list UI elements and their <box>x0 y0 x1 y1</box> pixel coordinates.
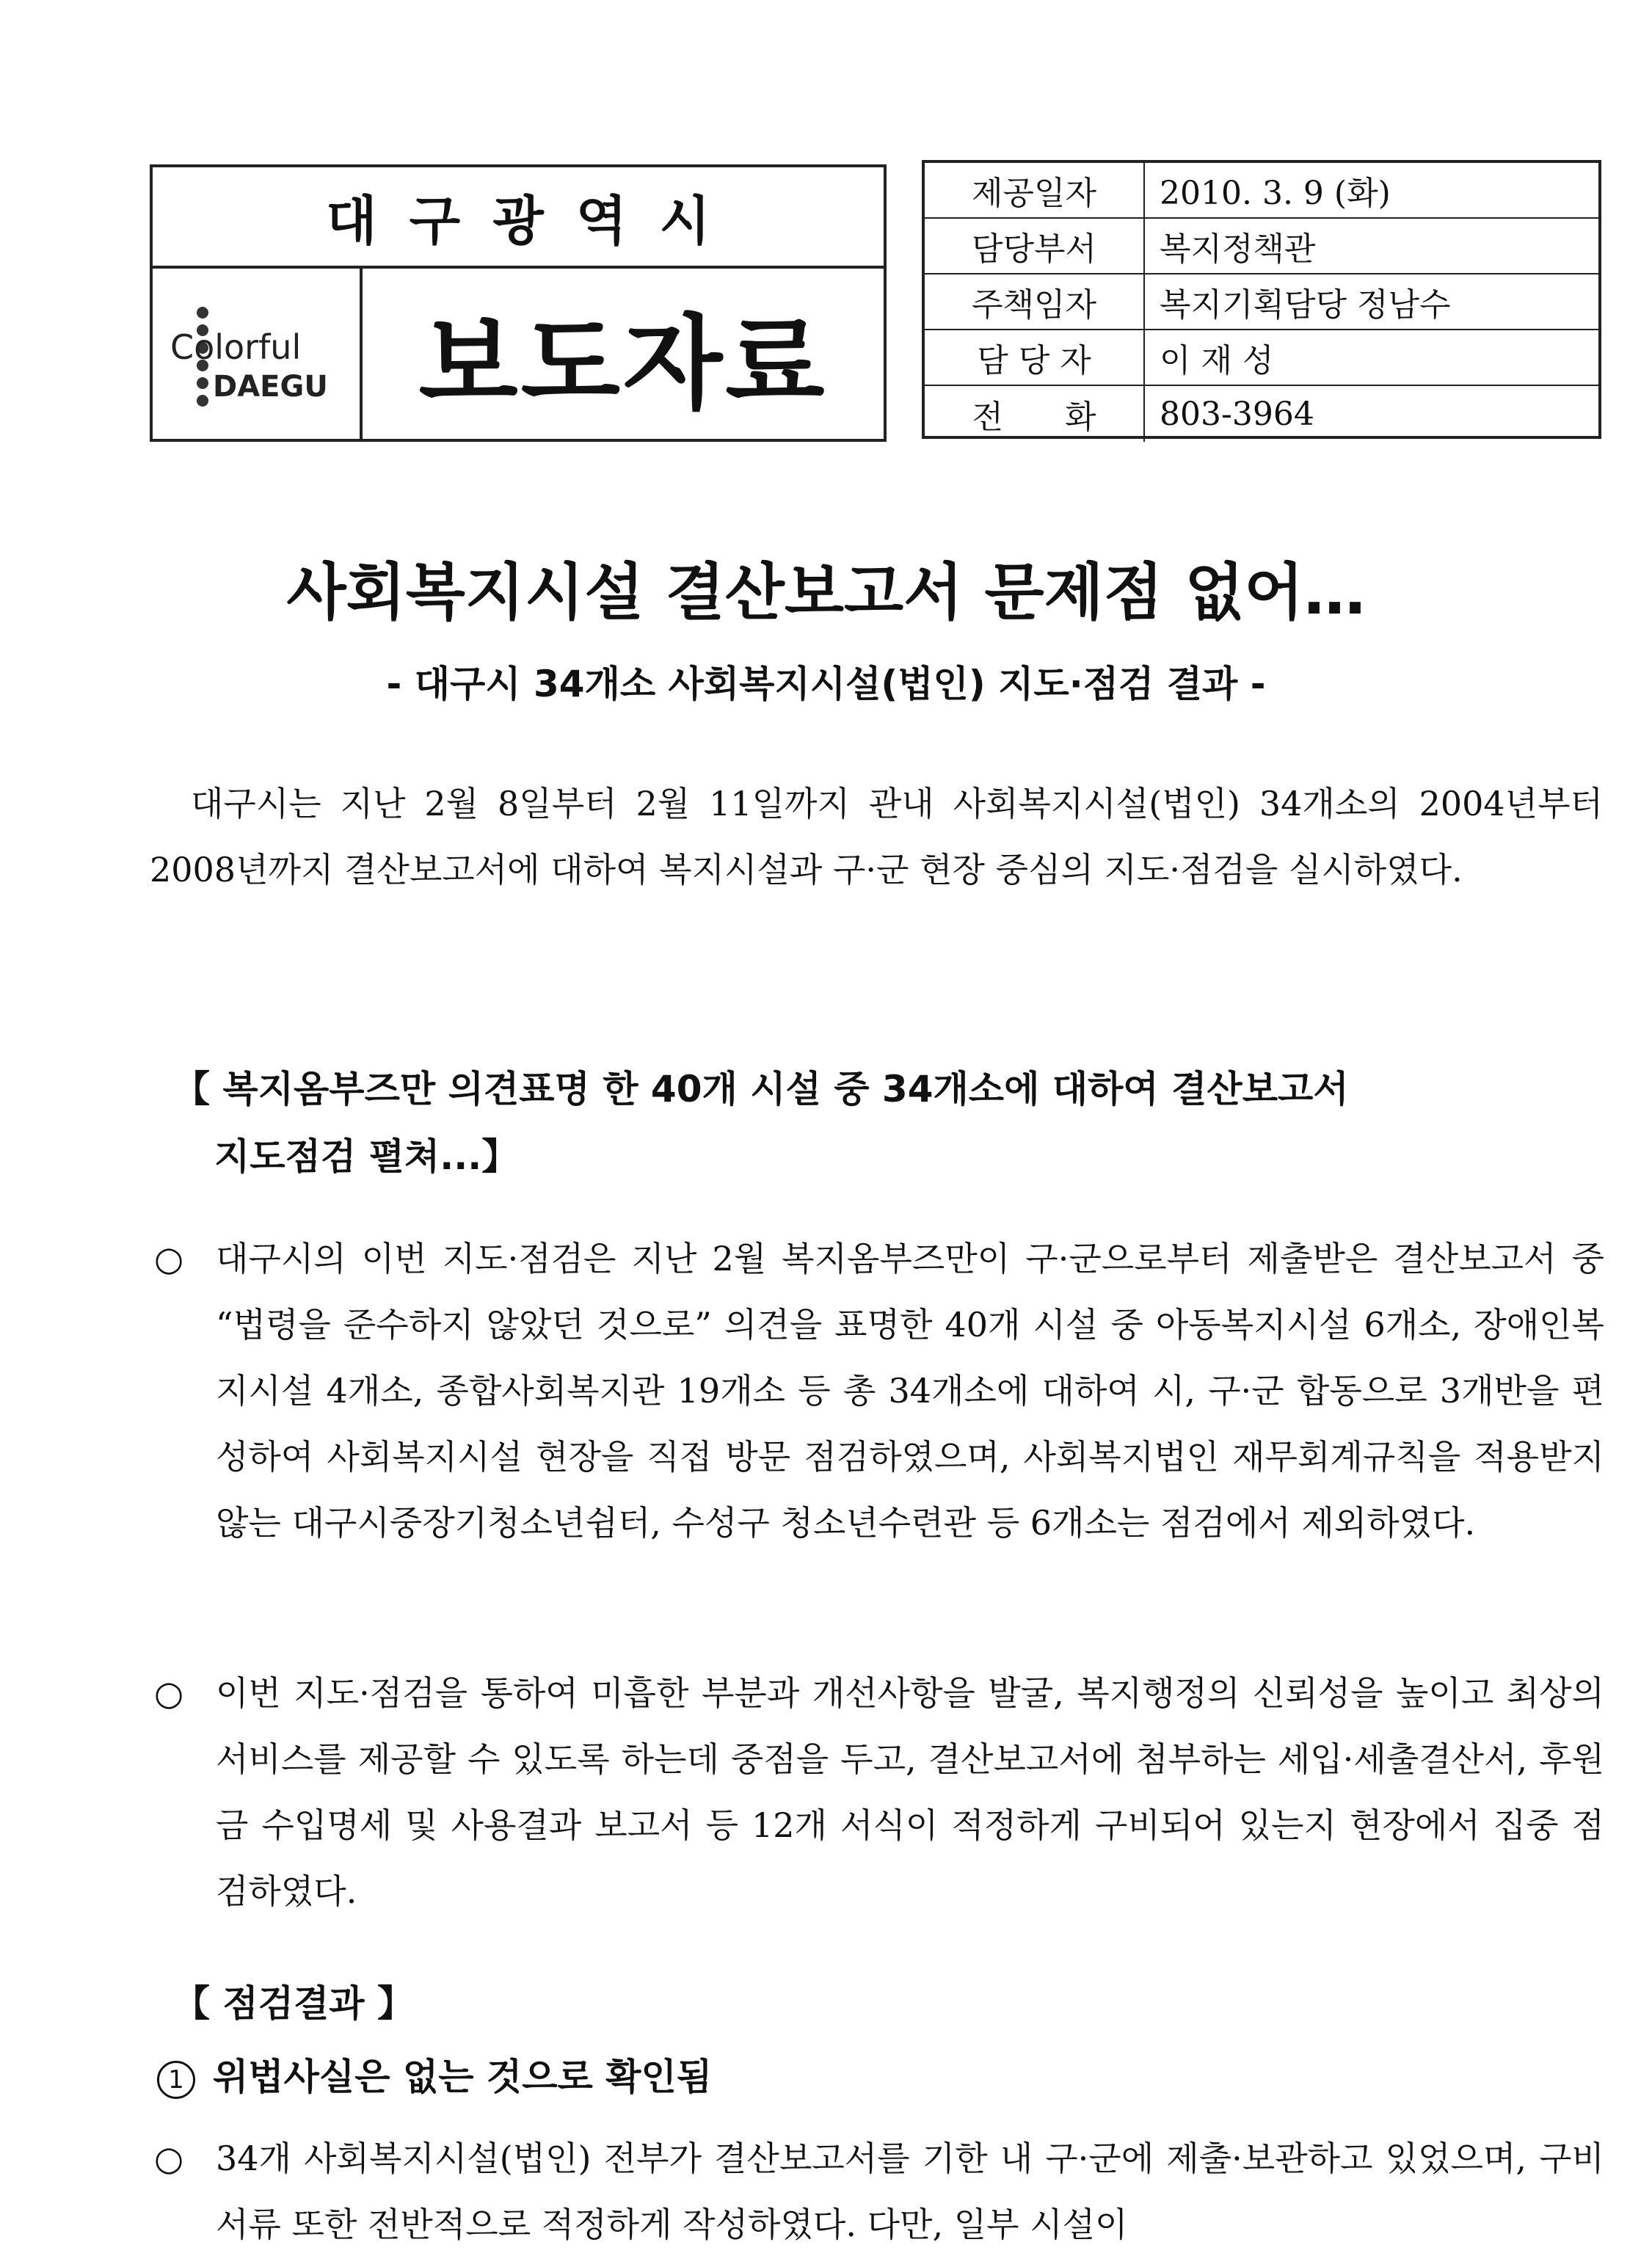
intro-paragraph: 대구시는 지난 2월 8일부터 2월 11일까지 관내 사회복지시설(법인) 34개소의 2004년부터 2008년까지 결산보고서에 대하여 복지시설과 구·군 현장 중심의 지도·점검을 실시하였다. <box>150 784 1603 889</box>
section-heading <box>173 1055 1604 1190</box>
logo-text-daegu: DAEGU <box>213 370 328 404</box>
info-value: 803-3964 <box>1160 395 1314 433</box>
bullet-item <box>154 1226 1604 1556</box>
info-row-responsible <box>925 274 1598 330</box>
info-label: 전 화 <box>925 386 1145 442</box>
page-subtitle: - 대구시 34개소 사회복지시설(법인) 지도·점검 결과 - <box>386 663 1266 705</box>
bullet-item <box>154 1660 1604 1924</box>
info-value: 복지기획담당 정남수 <box>1160 286 1451 324</box>
logo-text-colorful: Colorful <box>170 327 302 367</box>
colorful-daegu-logo <box>153 269 363 442</box>
section-heading-results: 【 점검결과 】 <box>173 1982 415 2025</box>
info-value: 이 재 성 <box>1160 342 1274 379</box>
bullet-circle-icon: ○ <box>154 2139 184 2178</box>
numbered-item-heading <box>157 2048 712 2100</box>
info-value: 복지정책관 <box>1160 230 1316 268</box>
org-header-box <box>150 164 887 442</box>
info-label: 제공일자 <box>925 163 1145 217</box>
info-value: 2010. 3. 9 (화) <box>1160 175 1391 212</box>
info-row-phone <box>925 386 1598 442</box>
circled-number-icon: 1 <box>157 2061 195 2099</box>
info-row-department <box>925 219 1598 274</box>
bullet-text: 대구시의 이번 지도·점검은 지난 2월 복지옴부즈만이 구·군으로부터 제출받은 결산보고서 중 “법령을 준수하지 않았던 것으로” 의견을 표명한 40개 시설 중 아동복지시설 6개소, 장애인복지시설 4개소, 종합사회복지관 19개소 등 총 34개소에 대하여 시, 구·군 합동으로 3개반을 편성하여 사회복지시설 현장을 직접 방문 점검하였으며, 사회복지법인 재무회계규칙을 적용받지 않는 대구시중장기청소년쉼터, 수성구 청소년수련관 등 6개소는 점검에서 제외하였다. <box>216 1239 1604 1543</box>
info-label: 주책임자 <box>925 274 1145 329</box>
section-heading-line: 지도점검 펼쳐...】 <box>214 1135 519 1178</box>
info-table <box>922 160 1601 439</box>
info-label: 담당부서 <box>925 219 1145 273</box>
doc-type-title: 보도자료 <box>418 304 828 424</box>
info-row-date <box>925 163 1598 219</box>
bullet-circle-icon: ○ <box>154 1239 184 1278</box>
info-label: 담 당 자 <box>925 330 1145 385</box>
org-name: 대구광역시 <box>153 167 884 269</box>
info-row-contact-person <box>925 330 1598 386</box>
page-title: 사회복지시설 결산보고서 문제점 없어… <box>286 556 1366 628</box>
bullet-text: 34개 사회복지시설(법인) 전부가 결산보고서를 기한 내 구·군에 제출·보관하고 있었으며, 구비서류 또한 전반적으로 적정하게 작성하였다. 다만, 일부 시설이 <box>216 2139 1604 2244</box>
bullet-item <box>154 2125 1604 2257</box>
numbered-item-text: 위법사실은 없는 것으로 확인됨 <box>213 2056 713 2098</box>
bullet-text: 이번 지도·점검을 통하여 미흡한 부분과 개선사항을 발굴, 복지행정의 신뢰성을 높이고 최상의 서비스를 제공할 수 있도록 하는데 중점을 두고, 결산보고서에 첨부하는 세입·세출결산서, 후원금 수입명세 및 사용결과 보고서 등 12개 서식이 적정하게 구비되어 있는지 현장에서 집중 점검하였다. <box>216 1673 1604 1911</box>
bullet-circle-icon: ○ <box>154 1673 184 1713</box>
section-heading-line: 【 복지옴부즈만 의견표명 한 40개 시설 중 34개소에 대하여 결산보고서 <box>173 1068 1349 1110</box>
